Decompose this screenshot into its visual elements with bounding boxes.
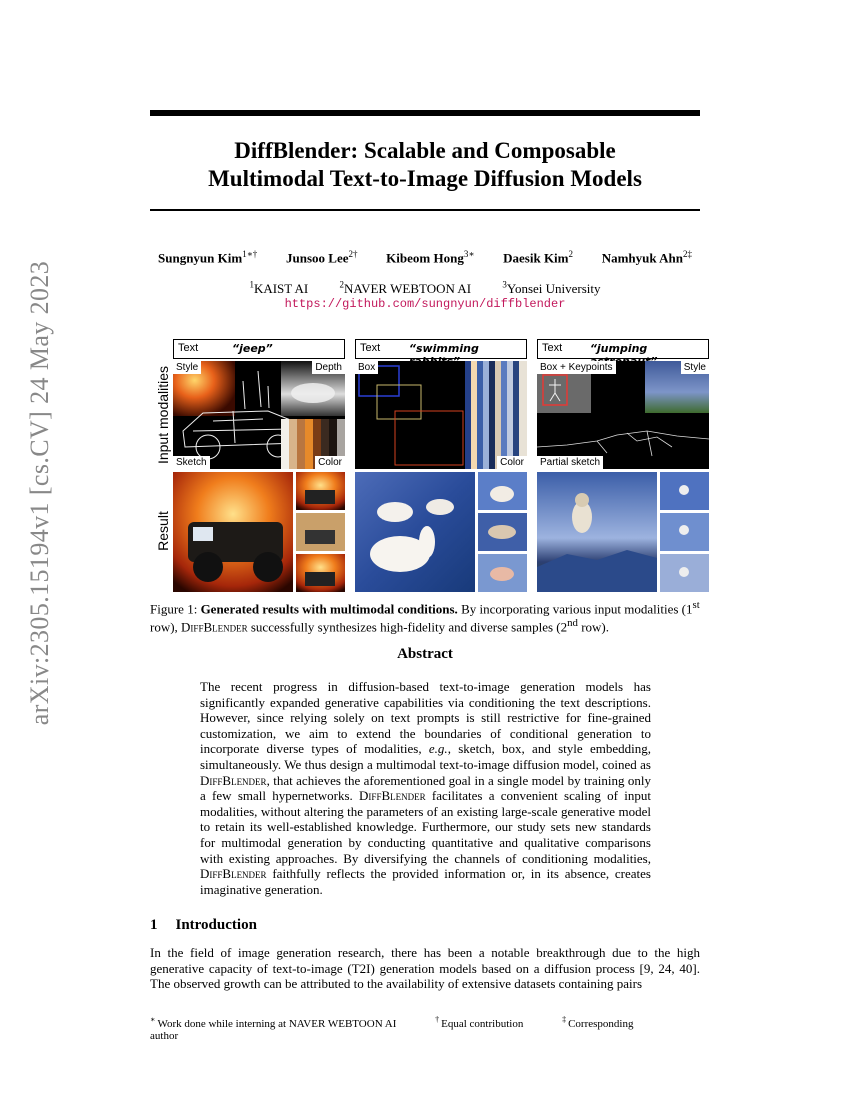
author: Junsoo Lee$^{2\dagger}$ bbox=[286, 249, 358, 266]
affiliation: $^3$Yonsei University bbox=[502, 280, 601, 297]
result-images bbox=[173, 472, 345, 592]
footnote: ‡ Corresponding author bbox=[150, 1015, 634, 1042]
author: Daesik Kim$^2$ bbox=[503, 249, 574, 266]
row-label-result: Result bbox=[155, 511, 171, 551]
footnote: † Equal contribution bbox=[435, 1015, 524, 1030]
author: Namhyuk Ahn$^{2\ddagger}$ bbox=[601, 249, 692, 266]
modality-tag: Color bbox=[497, 456, 527, 469]
arxiv-identifier: arXiv:2305.15194v1 [cs.CV] 24 May 2023 bbox=[25, 260, 54, 725]
text-prompt-box: Text “jumping bbox=[537, 339, 709, 359]
result-images bbox=[355, 472, 527, 592]
affiliation: $^2$NAVER WEBTOON AI bbox=[339, 280, 472, 297]
input-modalities-image bbox=[355, 361, 527, 469]
figure-caption: Figure 1: Generated results with multimodal conditions. By incorporating various input modalities (1st row), DiffBlender successfully synthesizes high-fidelity and diverse samples (2nd row). bbox=[150, 599, 700, 635]
modality-tag: Box + Keypoints bbox=[537, 361, 616, 374]
title-top-rule bbox=[150, 110, 700, 116]
modality-tag: Partial sketch bbox=[537, 456, 603, 469]
title-line-2: Multimodal Text-to-Image Diffusion Models bbox=[208, 166, 642, 191]
input-modalities-image bbox=[537, 361, 709, 469]
abstract-heading: Abstract bbox=[397, 646, 453, 662]
modality-tag: Style bbox=[681, 361, 709, 374]
paper-title bbox=[150, 137, 700, 193]
modality-tag: Box bbox=[355, 361, 378, 374]
result-images bbox=[537, 472, 709, 592]
author-list bbox=[150, 249, 700, 266]
affiliation: $^1$KAIST AI bbox=[249, 280, 309, 297]
footnote: ∗ Work done while interning at NAVER WEBTOON AI bbox=[150, 1015, 397, 1030]
row-label-input: Input modalities bbox=[155, 365, 171, 465]
title-line-1: DiffBlender: Scalable and Composable bbox=[234, 138, 616, 163]
github-link[interactable]: https://github.com/sungnyun/diffblender bbox=[284, 297, 566, 311]
text-prompt-box: Text “swimming bbox=[355, 339, 527, 359]
affiliations bbox=[150, 280, 700, 297]
figure-1 bbox=[150, 337, 706, 595]
intro-paragraph: In the field of image generation research, there has been a notable breakthrough due to the high generative capacity of text-to-image (T2I) generation models based on a diffusion process [9, 24, 40]. The observed growth can be attributed to the availability of extensive datasets containing pairs bbox=[150, 945, 700, 992]
arxiv-sidebar bbox=[15, 260, 65, 725]
modality-tag: Style bbox=[173, 361, 201, 374]
title-bottom-rule bbox=[150, 209, 700, 211]
modality-tag: Sketch bbox=[173, 456, 210, 469]
author: Kibeom Hong$^{3∗}$ bbox=[386, 249, 475, 266]
section-heading: 1 Introduction bbox=[150, 917, 257, 933]
abstract-body: The recent progress in diffusion-based text-to-image generation models has significantly expanded generative capabilities via conditioning the text descriptions. However, since relying solely on text prompts is still restrictive for fine-grained customization, we aim to extend the boundaries of conditional generation to incorporate diverse types of modalities, e.g., sketch, box, and style embedding, simultaneously. We thus design a multimodal text-to-image diffusion model, coined as DiffBlender, that achieves the aforementioned goal in a single model by training only a few small hypernetworks. DiffBlender facilitates a convenient scaling of input modalities, without altering the parameters of an existing large-scale generative model to retain its well-established knowledge. Furthermore, our study sets new standards for multimodal generation by conducting quantitative and qualitative comparisons with existing approaches. By diversifying the channels of conditioning modalities, DiffBlender faithfully reflects the provided information or, in its absence, creates imaginative generation. bbox=[200, 679, 651, 897]
input-modalities-image bbox=[173, 361, 345, 469]
modality-tag: Color bbox=[315, 456, 345, 469]
text-prompt-box: Text “jeep” bbox=[173, 339, 345, 359]
modality-tag: Depth bbox=[312, 361, 345, 374]
footnotes bbox=[150, 1015, 700, 1042]
author: Sungnyun Kim$^{1∗\dagger}$ bbox=[158, 249, 258, 266]
